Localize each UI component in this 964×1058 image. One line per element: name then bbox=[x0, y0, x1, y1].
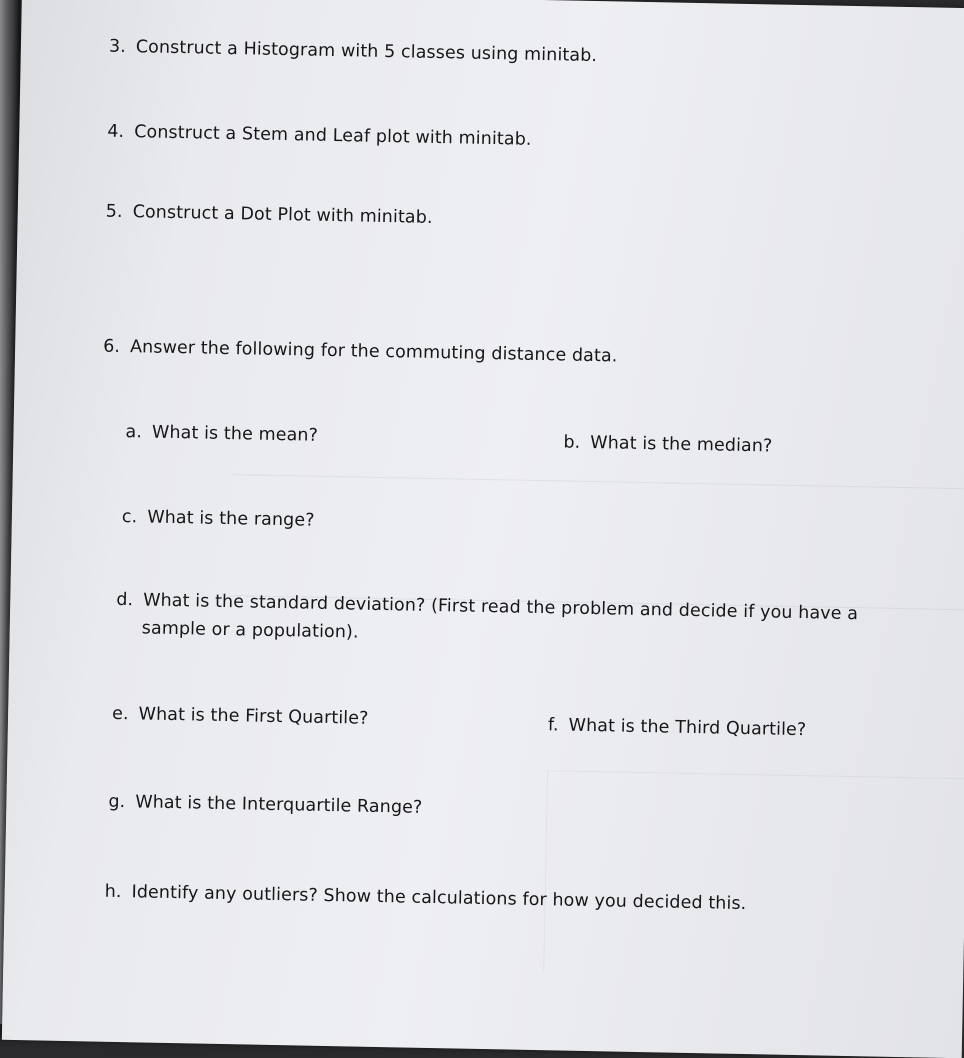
question-5 bbox=[106, 202, 433, 228]
question-4 bbox=[107, 122, 532, 150]
bleed-through-table-lower bbox=[543, 770, 964, 979]
part-d-text-line2: sample or a population). bbox=[141, 618, 359, 643]
part-d-continued bbox=[142, 618, 359, 642]
part-e-letter: e. bbox=[111, 703, 129, 725]
part-f-letter: f. bbox=[547, 715, 559, 736]
part-a-text: What is the mean? bbox=[151, 422, 319, 446]
part-c bbox=[122, 507, 315, 531]
part-b bbox=[563, 432, 772, 456]
part-c-letter: c. bbox=[121, 507, 138, 528]
worksheet-page bbox=[2, 0, 964, 1058]
part-a bbox=[125, 422, 318, 446]
part-h-letter: h. bbox=[104, 881, 122, 903]
question-3-text: Construct a Histogram with 5 classes using minitab. bbox=[135, 37, 598, 67]
question-6 bbox=[103, 337, 618, 367]
question-5-number: 5. bbox=[105, 201, 123, 222]
part-d-text: What is the standard deviation? (First read the problem and decide if you have a bbox=[142, 590, 859, 625]
question-3 bbox=[109, 37, 597, 66]
part-g bbox=[108, 792, 422, 818]
part-d-letter: d. bbox=[116, 589, 134, 611]
question-5-text: Construct a Dot Plot with minitab. bbox=[132, 202, 433, 228]
question-4-text: Construct a Stem and Leaf plot with minitab. bbox=[134, 122, 532, 150]
part-e bbox=[112, 704, 369, 729]
part-g-text: What is the Interquartile Range? bbox=[135, 792, 423, 818]
question-6-number: 6. bbox=[102, 336, 121, 357]
part-b-letter: b. bbox=[563, 432, 581, 453]
part-f bbox=[548, 715, 807, 740]
part-g-letter: g. bbox=[108, 791, 126, 813]
part-a-letter: a. bbox=[125, 422, 143, 443]
question-4-number: 4. bbox=[107, 121, 125, 142]
part-b-text: What is the median? bbox=[590, 432, 773, 457]
part-c-text: What is the range? bbox=[147, 507, 315, 531]
part-f-text: What is the Third Quartile? bbox=[568, 715, 807, 741]
part-h-text: Identify any outliers? Show the calculations for how you decided this. bbox=[131, 882, 747, 915]
part-e-text: What is the First Quartile? bbox=[138, 704, 369, 729]
bleed-through-table bbox=[230, 474, 964, 610]
question-3-number: 3. bbox=[108, 36, 127, 58]
question-6-text: Answer the following for the commuting distance data. bbox=[129, 337, 618, 367]
